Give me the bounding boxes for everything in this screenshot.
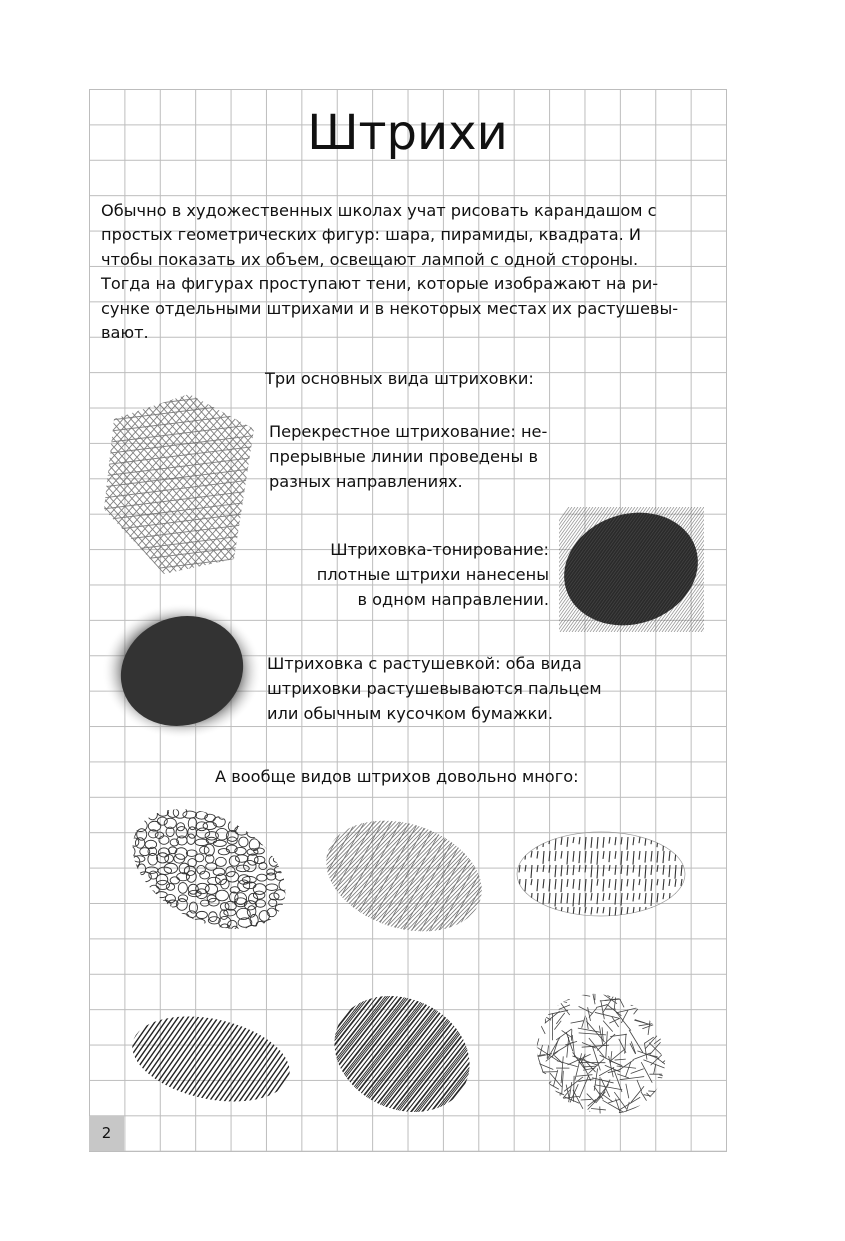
intro-line: сунке отдельными штрихами и в некоторых местах их растушевы- <box>101 298 679 318</box>
intro-line: чтобы показать их объем, освещают лампой с одной стороны. <box>101 249 639 269</box>
description-line: прерывные линии проведены в <box>269 447 538 466</box>
intro-line: Обычно в художественных школах учат рисовать карандашом с <box>101 201 657 220</box>
intro-line: простых геометрических фигур: шара, пирамиды, квадрата. И <box>101 225 642 245</box>
description-line: Перекрестное штрихование: не- <box>269 422 548 441</box>
description-line: Штриховка-тонирование: <box>330 540 549 559</box>
cross-hatching-description <box>269 419 547 494</box>
intro-line: вают. <box>101 323 149 343</box>
cross-hatch-lines <box>94 389 259 579</box>
scribble-swatch <box>124 807 294 932</box>
description-line: разных направлениях. <box>269 472 463 491</box>
toning-swatch <box>559 507 704 632</box>
description-line: Штриховка с растушевкой: оба вида <box>267 654 582 673</box>
intro-paragraph <box>101 199 723 345</box>
page-number: 2 <box>89 1116 124 1151</box>
more-heading: А вообще видов штрихов довольно много: <box>215 767 579 786</box>
description-line: плотные штрихи нанесены <box>316 565 549 584</box>
parallel-strokes-swatch <box>129 1009 294 1109</box>
dense-cross-hatch-swatch <box>327 984 477 1124</box>
short-vertical-strokes-swatch <box>514 827 689 922</box>
description-line: в одном направлении. <box>357 590 549 609</box>
diagonal-shading-swatch <box>319 814 489 939</box>
random-strokes-swatch <box>529 984 674 1124</box>
description-line: или обычным кусочком бумажки. <box>267 704 553 723</box>
blended-swatch <box>94 589 264 749</box>
types-heading: Три основных вида штриховки: <box>265 369 534 388</box>
blending-description <box>267 651 602 726</box>
intro-line: Тогда на фигурах проступают тени, которые изображают на ри- <box>101 274 659 294</box>
notebook-page <box>89 89 727 1152</box>
cross-hatching-swatch <box>94 389 259 579</box>
description-line: штриховки растушевываются пальцем <box>267 679 602 698</box>
page-title: Штрихи <box>307 105 508 161</box>
toning-description <box>285 537 549 612</box>
